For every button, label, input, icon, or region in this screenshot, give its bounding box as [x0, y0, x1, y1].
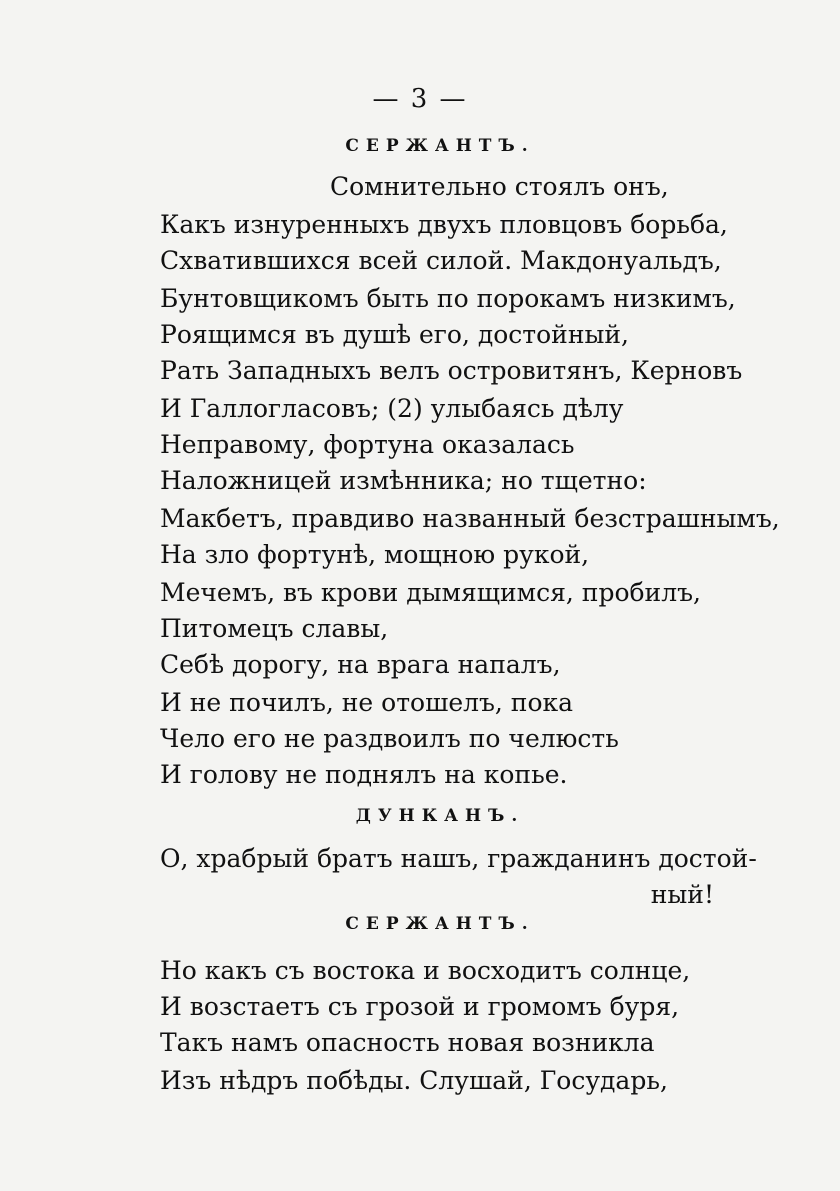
verse-line: ный!: [650, 880, 714, 909]
verse-line: Но какъ съ востока и восходитъ солнце,: [160, 956, 691, 985]
verse-line: Неправому, фортуна оказалась: [160, 430, 575, 459]
verse-line: И Галлогласовъ; (2) улыбаясь дѣлу: [160, 394, 624, 423]
verse-line: Роящимся въ душѣ его, достойный,: [160, 320, 630, 349]
verse-line: Бунтовщикомъ быть по порокамъ низкимъ,: [160, 284, 736, 313]
verse-line: Такъ намъ опасность новая возникла: [160, 1028, 655, 1057]
verse-line: Сомнительно стоялъ онъ,: [330, 172, 669, 201]
verse-line: Себѣ дорогу, на врага напалъ,: [160, 650, 561, 679]
verse-line: Мечемъ, въ крови дымящимся, пробилъ,: [160, 578, 701, 607]
speaker-name: СЕРЖАНТЪ.: [345, 914, 535, 934]
verse-line: Наложницей измѣнника; но тщетно:: [160, 466, 647, 495]
verse-line: Изъ нѣдръ побѣды. Слушай, Государь,: [160, 1066, 668, 1095]
speaker-name: СЕРЖАНТЪ.: [345, 136, 535, 156]
verse-line: Какъ изнуренныхъ двухъ пловцовъ борьба,: [160, 210, 728, 239]
speaker-name: ДУНКАНЪ.: [355, 806, 525, 826]
verse-line: О, храбрый братъ нашъ, гражданинъ достой-: [160, 844, 757, 873]
verse-line: Рать Западныхъ велъ островитянъ, Керновъ: [160, 356, 743, 385]
verse-line: Схватившихся всей силой. Макдонуальдъ,: [160, 246, 722, 275]
verse-line: Макбетъ, правдиво названный безстрашнымъ,: [160, 504, 780, 533]
verse-line: Чело его не раздвоилъ по челюсть: [160, 724, 619, 753]
verse-line: И не почилъ, не отошелъ, пока: [160, 688, 574, 717]
verse-line: И голову не поднялъ на копье.: [160, 760, 568, 789]
verse-line: И возстаетъ съ грозой и громомъ буря,: [160, 992, 680, 1021]
verse-line: На зло фортунѣ, мощною рукой,: [160, 540, 590, 569]
verse-line: Питомецъ славы,: [160, 614, 389, 643]
page-number: — 3 —: [372, 84, 468, 114]
